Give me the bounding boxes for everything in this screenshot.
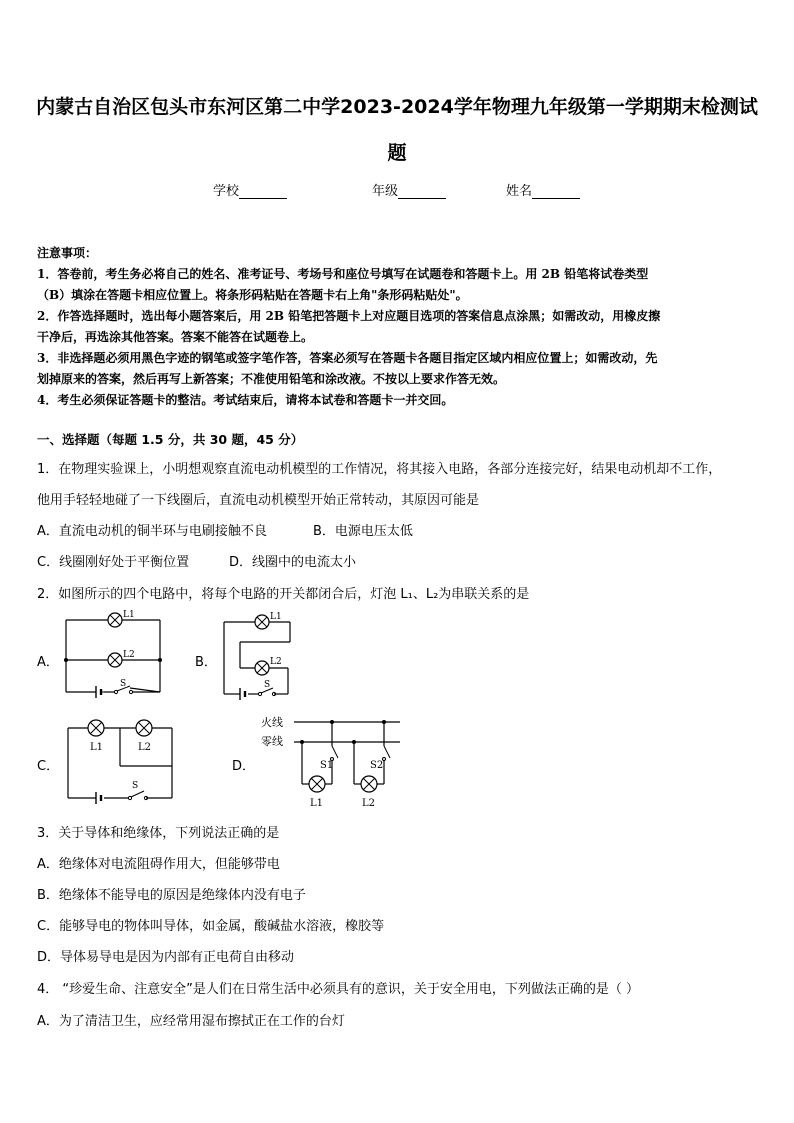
lamp-l2-label: L2: [138, 742, 152, 753]
class-field[interactable]: 年级: [372, 180, 446, 199]
lamp-l1-icon: [255, 615, 269, 629]
section-title: 一、选择题（每题 1.5 分，共 30 题，45 分）: [37, 432, 304, 447]
lamp-l2-icon: [361, 776, 377, 792]
lamp-l2-icon: [255, 661, 269, 675]
switch-s1-icon: [331, 746, 339, 761]
battery-icon: [96, 686, 108, 698]
q3-stem: 3．关于导体和绝缘体，下列说法正确的是: [37, 826, 280, 841]
q2-label-b: B．: [195, 655, 217, 670]
switch-s2-label: S2: [370, 760, 384, 771]
q2-circuit-b: [218, 612, 298, 702]
q3-option-b: B．绝缘体不能导电的原因是绝缘体内没有电子: [37, 888, 306, 903]
lamp-l1-label: L1: [90, 742, 104, 753]
switch-label: S: [132, 781, 139, 791]
q2-label-c: C．: [37, 759, 60, 774]
notes-line: 划掉原来的答案，然后再写上新答案；不准使用铅笔和涂改液。不按以上要求作答无效。: [37, 372, 506, 386]
notes-line: 干净后，再选涂其他答案。答案不能答在试题卷上。: [37, 330, 314, 344]
switch-icon: [128, 791, 147, 800]
lamp-l1-label: L1: [123, 610, 135, 620]
q2-circuit-a: [60, 610, 170, 700]
notes-line: （B）填涂在答题卡相应位置上。将条形码粘贴在答题卡右上角"条形码粘贴处"。: [37, 288, 468, 302]
exam-title: [30, 84, 764, 176]
lamp-l1-icon: [88, 720, 104, 736]
lamp-l2-label: L2: [362, 798, 376, 809]
lamp-l2-label: L2: [270, 657, 282, 667]
notes-line: 4．考生必须保证答题卡的整洁。考试结束后，请将本试卷和答题卡一并交回。: [37, 393, 454, 407]
q2-stem: 2．如图所示的四个电路中，将每个电路的开关都闭合后，灯泡 L₁、L₂为串联关系的是: [37, 587, 530, 602]
live-wire-label: 火线: [261, 716, 283, 729]
q1-option-b: B．电源电压太低: [313, 524, 413, 539]
title-line-2: 题: [387, 142, 407, 164]
notes-block: [37, 243, 761, 411]
lamp-l2-icon: [108, 653, 122, 667]
q2-circuit-c: [60, 716, 180, 806]
neutral-wire-label: 零线: [261, 735, 283, 748]
lamp-l2-label: L2: [123, 650, 135, 660]
q2-label-a: A．: [37, 655, 59, 670]
battery-icon: [96, 792, 101, 804]
school-field[interactable]: 学校: [213, 180, 287, 199]
lamp-l1-icon: [108, 613, 122, 627]
q1-stem-line-1: 1．在物理实验课上，小明想观察直流电动机模型的工作情况，将其接入电路，各部分连接完好，结果电动机却不工作，: [37, 462, 722, 477]
q3-option-d: D．导体易导电是因为内部有正电荷自由移动: [37, 950, 295, 965]
lamp-l1-icon: [309, 776, 325, 792]
lamp-l1-label: L1: [270, 612, 282, 622]
switch-label: S: [120, 679, 127, 689]
name-field[interactable]: 姓名: [506, 180, 580, 199]
q3-option-c: C．能够导电的物体叫导体，如金属，酸碱盐水溶液，橡胶等: [37, 919, 385, 934]
switch-s1-label: S1: [320, 760, 334, 771]
notes-heading: 注意事项：: [37, 246, 98, 260]
notes-line: 3．非选择题必须用黑色字迹的钢笔或签字笔作答，答案必须写在答题卡各题目指定区域内相应位置上；如需改动，先: [37, 351, 658, 365]
q1-stem-line-2: 他用手轻轻地碰了一下线圈后，直流电动机模型开始正常转动，其原因可能是: [37, 493, 480, 508]
q1-option-a: A．直流电动机的铜半环与电刷接触不良: [37, 524, 267, 539]
lamp-l1-label: L1: [310, 798, 324, 809]
q1-option-d: D．线圈中的电流太小: [229, 555, 357, 570]
q4-option-a: A．为了清洁卫生，应经常用湿布擦拭正在工作的台灯: [37, 1014, 345, 1029]
q2-label-d: D．: [232, 759, 256, 774]
q3-option-a: A．绝缘体对电流阻碍作用大，但能够带电: [37, 857, 280, 872]
switch-label: S: [264, 680, 271, 690]
notes-line: 1．答卷前，考生务必将自己的姓名、准考证号、考场号和座位号填写在试题卷和答题卡上。用 2B 铅笔将试卷类型: [37, 267, 649, 281]
title-line-1: 内蒙古自治区包头市东河区第二中学2023-2024学年物理九年级第一学期期末检测试: [36, 96, 758, 118]
notes-line: 2．作答选择题时，选出每小题答案后，用 2B 铅笔把答题卡上对应题目选项的答案信息点涂黑；如需改动，用橡皮擦: [37, 309, 661, 323]
lamp-l2-icon: [136, 720, 152, 736]
q1-option-c: C．线圈刚好处于平衡位置: [37, 555, 190, 570]
q4-stem: 4． “珍爱生命、注意安全”是人们在日常生活中必须具有的意识，关于安全用电，下列做法正确的是（ ）: [37, 982, 640, 997]
battery-icon: [240, 688, 245, 700]
switch-s2-icon: [383, 746, 391, 761]
student-info-row: [0, 180, 794, 200]
q2-circuit-d: [258, 712, 408, 812]
